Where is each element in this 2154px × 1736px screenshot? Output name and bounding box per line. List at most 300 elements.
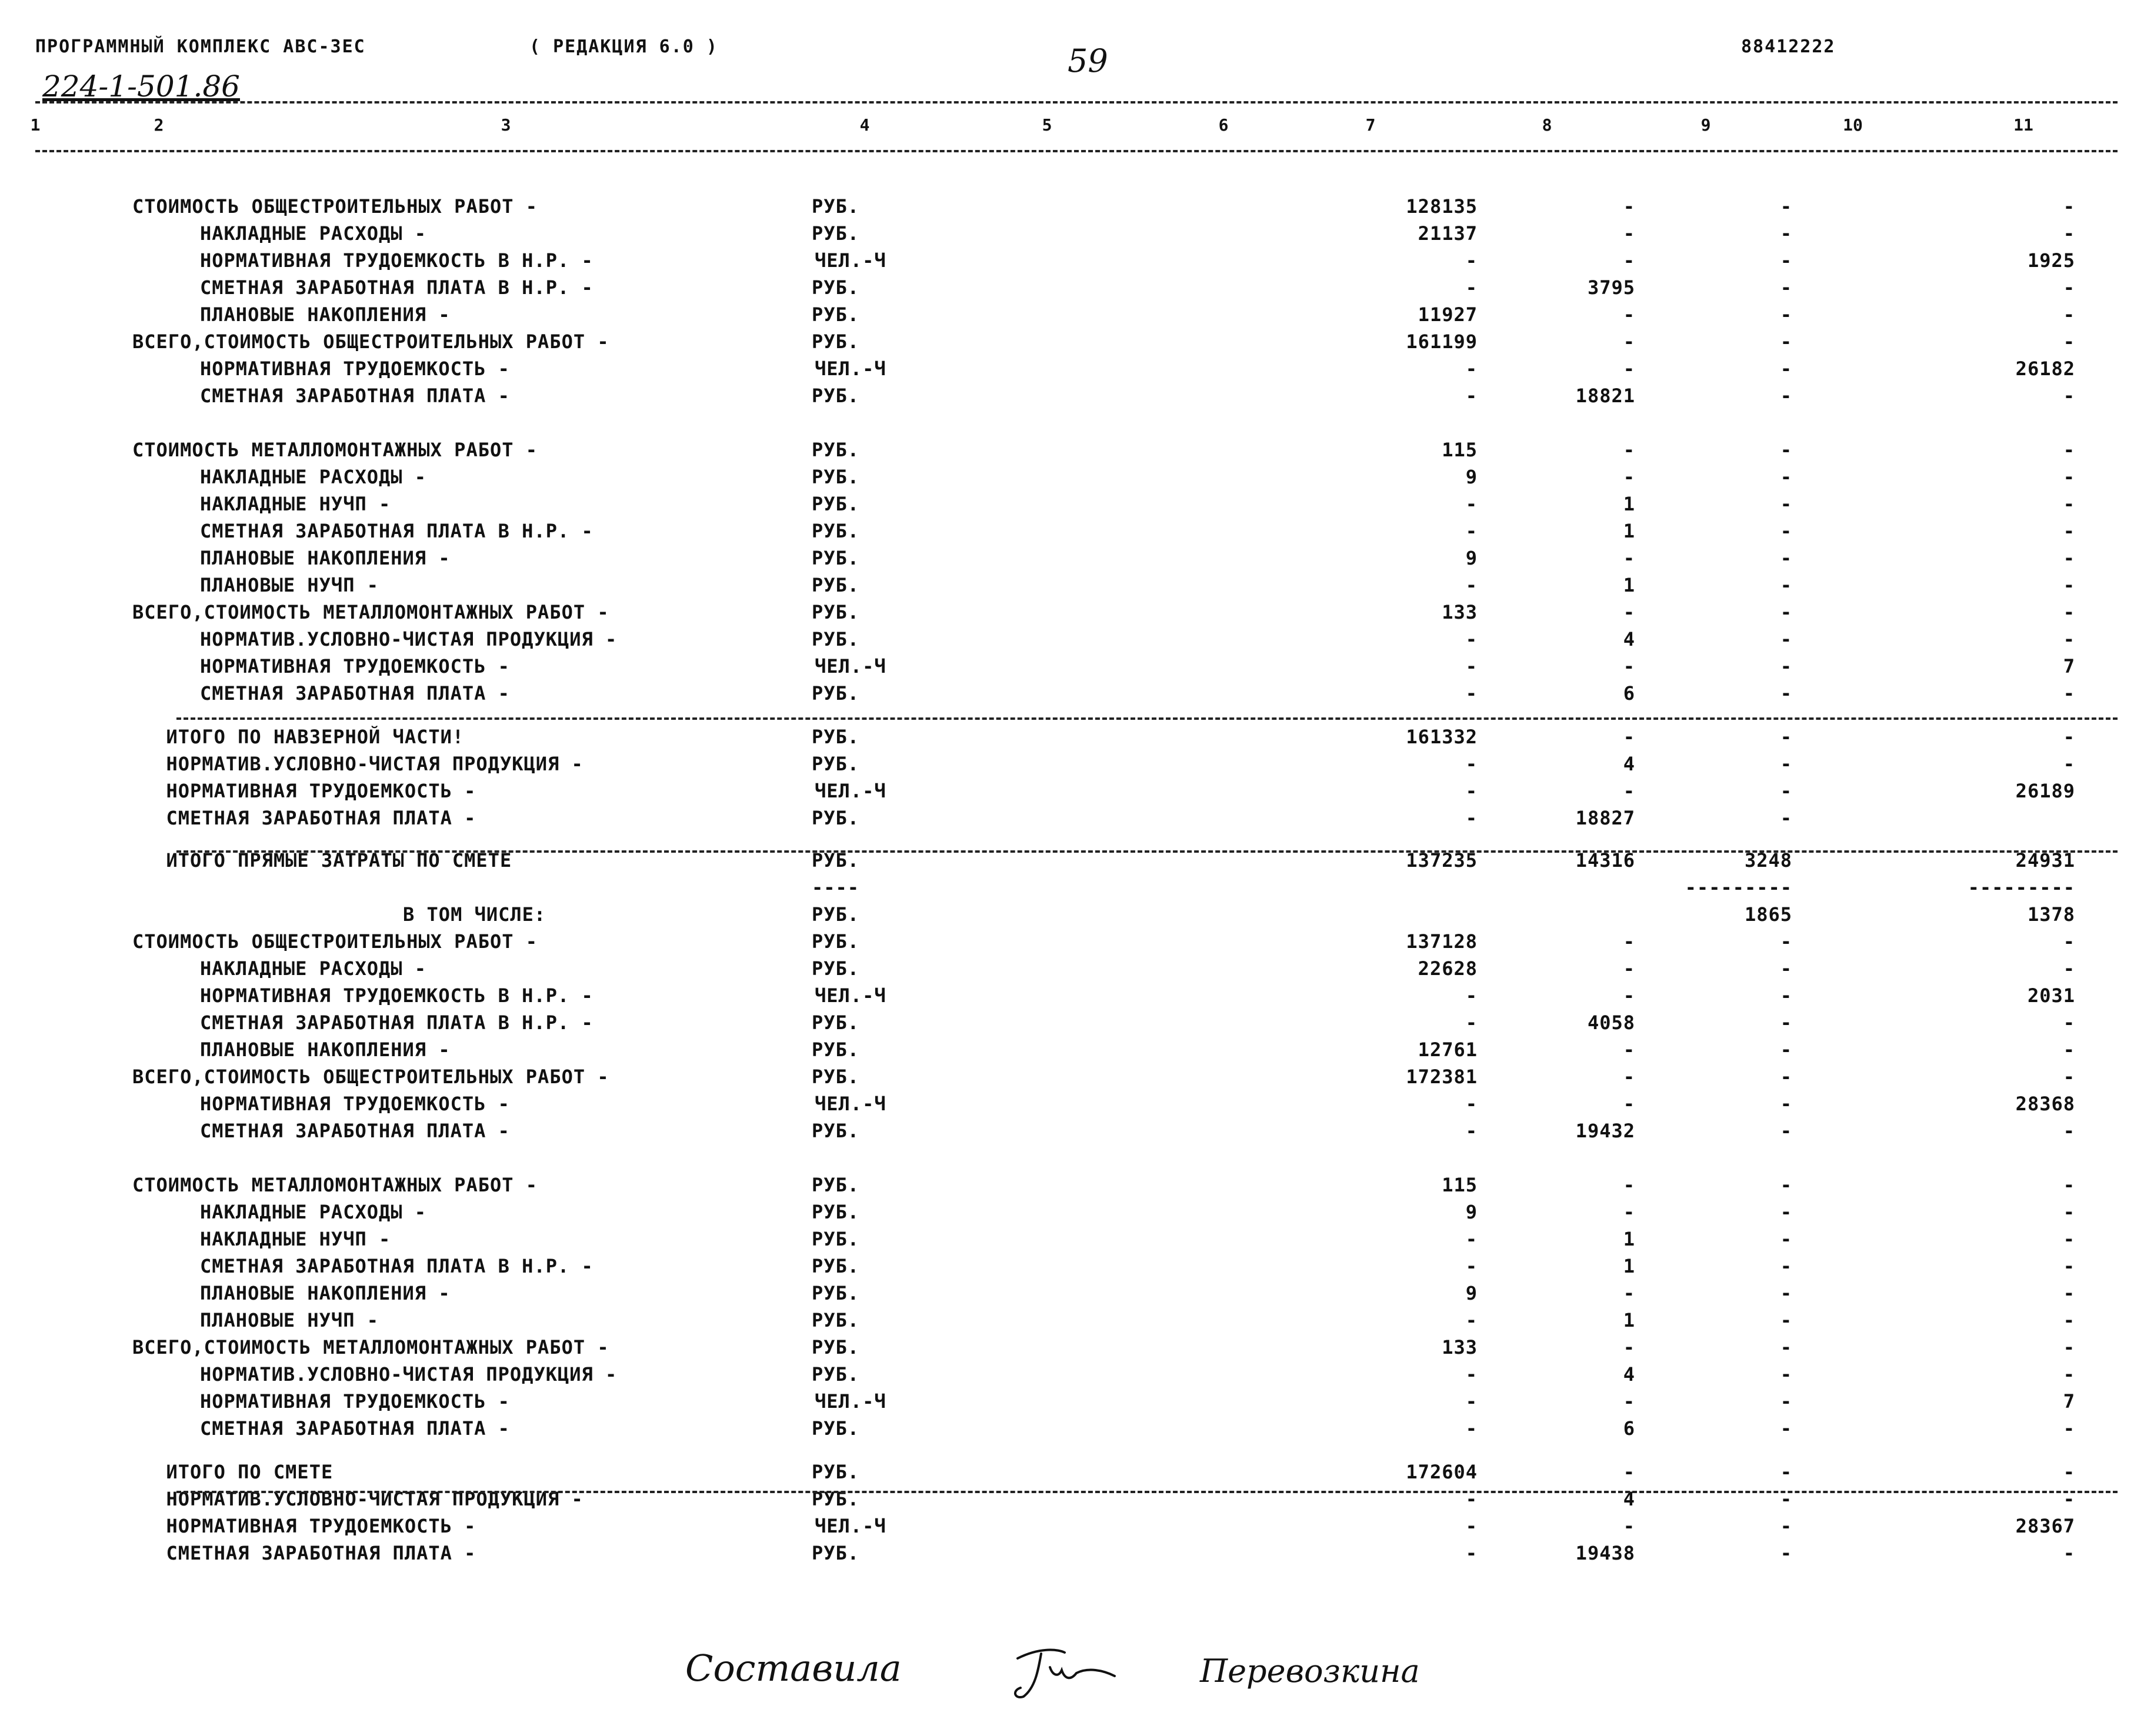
col11-value: 24931 <box>2015 849 2075 872</box>
col7-value: 9 <box>1465 1201 1478 1223</box>
col11-value: - <box>2063 1542 2075 1564</box>
col11-value: - <box>2063 1417 2075 1440</box>
row-label: НАКЛАДНЫЕ НУЧП - <box>200 1228 391 1250</box>
col11-value: - <box>2063 1011 2075 1034</box>
row-unit: РУБ. <box>812 439 860 461</box>
header-bottom-rule <box>35 150 2118 152</box>
col7-value: - <box>1465 1093 1478 1115</box>
subtotal-rule-1 <box>176 717 2118 720</box>
table-row <box>0 466 2154 493</box>
col9-value: --------- <box>1685 876 1792 899</box>
col11-value: 1378 <box>2027 903 2075 926</box>
col7-value: - <box>1465 574 1478 596</box>
row-label: ПЛАНОВЫЕ НУЧП - <box>200 1309 379 1331</box>
table-row <box>0 249 2154 276</box>
table-row <box>0 303 2154 330</box>
col8-value: - <box>1623 330 1635 353</box>
row-unit: ЧЕЛ.-Ч <box>815 655 886 677</box>
column-number-8: 8 <box>1542 115 1552 135</box>
col7-value: 137128 <box>1406 930 1478 953</box>
row-unit: РУБ. <box>812 930 860 953</box>
col7-value: - <box>1465 520 1478 542</box>
row-label: СТОИМОСТЬ МЕТАЛЛОМОНТАЖНЫХ РАБОТ - <box>132 439 538 461</box>
col11-value: - <box>2063 222 2075 245</box>
row-label: ИТОГО ПО СМЕТЕ <box>166 1461 334 1483</box>
col11-value: - <box>2063 1255 2075 1277</box>
row-unit: РУБ. <box>812 1255 860 1277</box>
col11-value: 7 <box>2063 655 2075 677</box>
col9-value: - <box>1780 493 1792 515</box>
col8-value: - <box>1623 303 1635 326</box>
table-row <box>0 1542 2154 1569</box>
row-label: НОРМАТИВ.УСЛОВНО-ЧИСТАЯ ПРОДУКЦИЯ - <box>200 628 618 650</box>
table-row <box>0 1461 2154 1488</box>
row-unit: РУБ. <box>812 222 860 245</box>
col8-value: - <box>1623 1093 1635 1115</box>
col11-value: - <box>2063 195 2075 218</box>
col11-value: - <box>2063 1488 2075 1510</box>
row-label: ПЛАНОВЫЕ НУЧП - <box>200 574 379 596</box>
col9-value: - <box>1780 807 1792 829</box>
table-row <box>0 1363 2154 1390</box>
col9-value: - <box>1780 1228 1792 1250</box>
row-unit: РУБ. <box>812 195 860 218</box>
col7-value: - <box>1465 1228 1478 1250</box>
col9-value: - <box>1780 930 1792 953</box>
signature-mark <box>1006 1641 1123 1705</box>
row-unit: ЧЕЛ.-Ч <box>815 1093 886 1115</box>
col9-value: - <box>1780 628 1792 650</box>
col7-value: - <box>1465 682 1478 705</box>
col11-value: - <box>2063 1282 2075 1304</box>
table-row <box>0 655 2154 682</box>
col9-value: - <box>1780 726 1792 748</box>
col8-value: 6 <box>1623 1417 1635 1440</box>
col9-value: - <box>1780 276 1792 299</box>
row-unit: РУБ. <box>812 276 860 299</box>
row-unit: РУБ. <box>812 1174 860 1196</box>
col9-value: - <box>1780 466 1792 488</box>
col8-value: - <box>1623 726 1635 748</box>
col8-value: - <box>1623 358 1635 380</box>
col8-value: - <box>1623 195 1635 218</box>
col9-value: - <box>1780 1336 1792 1358</box>
row-unit: ЧЕЛ.-Ч <box>815 1390 886 1413</box>
col7-value: 115 <box>1442 439 1478 461</box>
col7-value: 9 <box>1465 466 1478 488</box>
table-row <box>0 520 2154 547</box>
col11-value: 26189 <box>2015 780 2075 802</box>
column-number-3: 3 <box>501 115 511 135</box>
row-label: ПЛАНОВЫЕ НАКОПЛЕНИЯ - <box>200 1039 451 1061</box>
col8-value: 1 <box>1623 1309 1635 1331</box>
col11-value: - <box>2063 1363 2075 1386</box>
row-label: НОРМАТИВНАЯ ТРУДОЕМКОСТЬ В Н.Р. - <box>200 249 593 272</box>
col7-value: 161332 <box>1406 726 1478 748</box>
column-number-2: 2 <box>154 115 164 135</box>
table-row <box>0 547 2154 574</box>
col9-value: - <box>1780 682 1792 705</box>
col9-value: - <box>1780 439 1792 461</box>
row-unit: ЧЕЛ.-Ч <box>815 358 886 380</box>
col8-value: 1 <box>1623 493 1635 515</box>
col11-value: - <box>2063 1201 2075 1223</box>
col8-value: - <box>1623 930 1635 953</box>
row-unit: РУБ. <box>812 493 860 515</box>
row-unit: РУБ. <box>812 466 860 488</box>
col9-value: - <box>1780 1039 1792 1061</box>
col9-value: - <box>1780 1201 1792 1223</box>
col11-value: - <box>2063 1336 2075 1358</box>
row-unit: ---- <box>812 876 860 899</box>
col7-value: - <box>1465 780 1478 802</box>
table-row <box>0 222 2154 249</box>
table-row <box>0 957 2154 984</box>
row-label: НАКЛАДНЫЕ РАСХОДЫ - <box>200 466 427 488</box>
row-label: ИТОГО ПО НАВЗЕРНОЙ ЧАСТИ! <box>166 726 465 748</box>
col8-value: - <box>1623 439 1635 461</box>
col11-value: - <box>2063 957 2075 980</box>
col7-value: - <box>1465 493 1478 515</box>
table-row <box>0 726 2154 753</box>
col9-value: - <box>1780 1011 1792 1034</box>
col8-value: 6 <box>1623 682 1635 705</box>
table-row <box>0 876 2154 903</box>
row-unit: РУБ. <box>812 753 860 775</box>
col11-value: - <box>2063 1120 2075 1142</box>
table-row <box>0 780 2154 807</box>
col11-value: - <box>2063 439 2075 461</box>
row-unit: РУБ. <box>812 1461 860 1483</box>
col9-value: - <box>1780 1066 1792 1088</box>
document-code: 88412222 <box>1741 36 1836 57</box>
row-unit: РУБ. <box>812 330 860 353</box>
edition-label: ( РЕДАКЦИЯ 6.0 ) <box>529 36 718 57</box>
col8-value: - <box>1623 1039 1635 1061</box>
col7-value: - <box>1465 1255 1478 1277</box>
row-label: СМЕТНАЯ ЗАРАБОТНАЯ ПЛАТА - <box>200 385 510 407</box>
row-label: СМЕТНАЯ ЗАРАБОТНАЯ ПЛАТА - <box>200 1120 510 1142</box>
col8-value: 1 <box>1623 574 1635 596</box>
col7-value: - <box>1465 1542 1478 1564</box>
col8-value: - <box>1623 601 1635 623</box>
table-row <box>0 412 2154 439</box>
row-label: НОРМАТИВНАЯ ТРУДОЕМКОСТЬ - <box>200 1093 510 1115</box>
row-unit: РУБ. <box>812 574 860 596</box>
col9-value: - <box>1780 574 1792 596</box>
row-unit: РУБ. <box>812 1201 860 1223</box>
col11-value: - <box>2063 628 2075 650</box>
col9-value: - <box>1780 1488 1792 1510</box>
col9-value: - <box>1780 547 1792 569</box>
col11-value: - <box>2063 1228 2075 1250</box>
table-row <box>0 1174 2154 1201</box>
row-unit: ЧЕЛ.-Ч <box>815 984 886 1007</box>
col11-value: 7 <box>2063 1390 2075 1413</box>
row-label: НАКЛАДНЫЕ РАСХОДЫ - <box>200 222 427 245</box>
col9-value: 1865 <box>1744 903 1792 926</box>
table-row <box>0 1255 2154 1282</box>
row-unit: РУБ. <box>812 1542 860 1564</box>
column-number-5: 5 <box>1042 115 1052 135</box>
col7-value: - <box>1465 984 1478 1007</box>
table-row <box>0 1282 2154 1309</box>
col9-value: - <box>1780 601 1792 623</box>
col9-value: - <box>1780 1461 1792 1483</box>
col8-value: 4 <box>1623 1488 1635 1510</box>
row-label: НАКЛАДНЫЕ РАСХОДЫ - <box>200 957 427 980</box>
col7-value: - <box>1465 655 1478 677</box>
row-label: ПЛАНОВЫЕ НАКОПЛЕНИЯ - <box>200 303 451 326</box>
col7-value: - <box>1465 807 1478 829</box>
col7-value: 128135 <box>1406 195 1478 218</box>
col11-value: 28367 <box>2015 1515 2075 1537</box>
table-row <box>0 1093 2154 1120</box>
col7-value: - <box>1465 1417 1478 1440</box>
row-label: СТОИМОСТЬ МЕТАЛЛОМОНТАЖНЫХ РАБОТ - <box>132 1174 538 1196</box>
col9-value: - <box>1780 358 1792 380</box>
col9-value: - <box>1780 753 1792 775</box>
row-unit: РУБ. <box>812 601 860 623</box>
col7-value: - <box>1465 1011 1478 1034</box>
col8-value: - <box>1623 1390 1635 1413</box>
col9-value: - <box>1780 1417 1792 1440</box>
col8-value: - <box>1623 780 1635 802</box>
col11-value: 1925 <box>2027 249 2075 272</box>
row-label: ВСЕГО,СТОИМОСТЬ МЕТАЛЛОМОНТАЖНЫХ РАБОТ - <box>132 1336 609 1358</box>
row-label: СМЕТНАЯ ЗАРАБОТНАЯ ПЛАТА В Н.Р. - <box>200 520 593 542</box>
table-row <box>0 753 2154 780</box>
row-label: СТОИМОСТЬ ОБЩЕСТРОИТЕЛЬНЫХ РАБОТ - <box>132 930 538 953</box>
col7-value: - <box>1465 1309 1478 1331</box>
col7-value: 9 <box>1465 1282 1478 1304</box>
table-row <box>0 903 2154 930</box>
col8-value: - <box>1623 1515 1635 1537</box>
row-label: ВСЕГО,СТОИМОСТЬ ОБЩЕСТРОИТЕЛЬНЫХ РАБОТ - <box>132 330 609 353</box>
table-row <box>0 439 2154 466</box>
table-row <box>0 682 2154 709</box>
col11-value: - <box>2063 276 2075 299</box>
row-label: НОРМАТИВНАЯ ТРУДОЕМКОСТЬ - <box>166 780 476 802</box>
col7-value: - <box>1465 1120 1478 1142</box>
page-number: 59 <box>1068 42 1108 79</box>
row-label: СТОИМОСТЬ ОБЩЕСТРОИТЕЛЬНЫХ РАБОТ - <box>132 195 538 218</box>
composer-name: Перевозкина <box>1200 1652 1420 1690</box>
table-row <box>0 1336 2154 1363</box>
row-unit: РУБ. <box>812 903 860 926</box>
col11-value: - <box>2063 1309 2075 1331</box>
table-row <box>0 385 2154 412</box>
row-label: ВСЕГО,СТОИМОСТЬ МЕТАЛЛОМОНТАЖНЫХ РАБОТ - <box>132 601 609 623</box>
col7-value: - <box>1465 1488 1478 1510</box>
col7-value: - <box>1465 249 1478 272</box>
row-label: СМЕТНАЯ ЗАРАБОТНАЯ ПЛАТА В Н.Р. - <box>200 1255 593 1277</box>
col8-value: - <box>1623 222 1635 245</box>
col8-value: 1 <box>1623 1228 1635 1250</box>
row-label: СМЕТНАЯ ЗАРАБОТНАЯ ПЛАТА - <box>200 1417 510 1440</box>
col7-value: - <box>1465 385 1478 407</box>
col11-value: - <box>2063 930 2075 953</box>
row-unit: РУБ. <box>812 1282 860 1304</box>
col11-value: - <box>2063 466 2075 488</box>
row-unit: РУБ. <box>812 547 860 569</box>
col7-value: 137235 <box>1406 849 1478 872</box>
col8-value: - <box>1623 1282 1635 1304</box>
col11-value: - <box>2063 547 2075 569</box>
col7-value: - <box>1465 753 1478 775</box>
col8-value: - <box>1623 1174 1635 1196</box>
table-row <box>0 628 2154 655</box>
col11-value: - <box>2063 574 2075 596</box>
row-label: СМЕТНАЯ ЗАРАБОТНАЯ ПЛАТА В Н.Р. - <box>200 276 593 299</box>
row-unit: РУБ. <box>812 1011 860 1034</box>
col11-value: - <box>2063 520 2075 542</box>
col8-value: 4 <box>1623 1363 1635 1386</box>
col9-value: - <box>1780 1093 1792 1115</box>
row-label: СМЕТНАЯ ЗАРАБОТНАЯ ПЛАТА В Н.Р. - <box>200 1011 593 1034</box>
table-row <box>0 930 2154 957</box>
col8-value: 18821 <box>1575 385 1635 407</box>
table-row <box>0 493 2154 520</box>
col9-value: - <box>1780 1390 1792 1413</box>
column-number-10: 10 <box>1843 115 1863 135</box>
col11-value: --------- <box>1968 876 2075 899</box>
col9-value: - <box>1780 1309 1792 1331</box>
table-row <box>0 1120 2154 1147</box>
table-row <box>0 1309 2154 1336</box>
col7-value: 133 <box>1442 601 1478 623</box>
row-unit: РУБ. <box>812 520 860 542</box>
col9-value: - <box>1780 195 1792 218</box>
table-row <box>0 984 2154 1011</box>
col11-value: - <box>2063 1461 2075 1483</box>
col11-value: - <box>2063 493 2075 515</box>
col7-value: 133 <box>1442 1336 1478 1358</box>
column-number-7: 7 <box>1365 115 1376 135</box>
col9-value: - <box>1780 249 1792 272</box>
row-unit: РУБ. <box>812 682 860 705</box>
row-unit: РУБ. <box>812 1039 860 1061</box>
col11-value: 26182 <box>2015 358 2075 380</box>
col8-value: 1 <box>1623 1255 1635 1277</box>
table-row <box>0 1228 2154 1255</box>
col8-value: 1 <box>1623 520 1635 542</box>
row-unit: РУБ. <box>812 726 860 748</box>
row-unit: РУБ. <box>812 1066 860 1088</box>
col7-value: 115 <box>1442 1174 1478 1196</box>
row-label: В ТОМ ЧИСЛЕ: <box>403 903 546 926</box>
col8-value: 4058 <box>1587 1011 1635 1034</box>
row-unit: РУБ. <box>812 628 860 650</box>
col9-value: - <box>1780 1174 1792 1196</box>
col11-value: - <box>2063 330 2075 353</box>
row-label: СМЕТНАЯ ЗАРАБОТНАЯ ПЛАТА - <box>200 682 510 705</box>
col8-value: - <box>1623 984 1635 1007</box>
col7-value: - <box>1465 276 1478 299</box>
col11-value: - <box>2063 726 2075 748</box>
col11-value: 28368 <box>2015 1093 2075 1115</box>
col8-value: - <box>1623 466 1635 488</box>
column-number-6: 6 <box>1218 115 1229 135</box>
table-row <box>0 849 2154 876</box>
row-label: ПЛАНОВЫЕ НАКОПЛЕНИЯ - <box>200 1282 451 1304</box>
composed-by-label: Составила <box>685 1647 902 1690</box>
col9-value: 3248 <box>1744 849 1792 872</box>
col11-value: - <box>2063 385 2075 407</box>
subtotal-rule-3 <box>176 1491 2118 1493</box>
program-title: ПРОГРАММНЫЙ КОМПЛЕКС АВС-3ЕС <box>35 36 366 57</box>
col7-value: - <box>1465 1363 1478 1386</box>
row-unit: ЧЕЛ.-Ч <box>815 1515 886 1537</box>
table-row <box>0 1201 2154 1228</box>
table-row <box>0 1066 2154 1093</box>
row-unit: РУБ. <box>812 1336 860 1358</box>
row-label: НОРМАТИВ.УСЛОВНО-ЧИСТАЯ ПРОДУКЦИЯ - <box>200 1363 618 1386</box>
col7-value: - <box>1465 1515 1478 1537</box>
col9-value: - <box>1780 222 1792 245</box>
row-unit: РУБ. <box>812 1309 860 1331</box>
col11-value: - <box>2063 753 2075 775</box>
table-row <box>0 574 2154 601</box>
col11-value: 2031 <box>2027 984 2075 1007</box>
row-label: НОРМАТИВНАЯ ТРУДОЕМКОСТЬ - <box>200 655 510 677</box>
header-top-rule <box>35 101 2118 104</box>
table-row <box>0 330 2154 358</box>
row-unit: РУБ. <box>812 303 860 326</box>
col8-value: - <box>1623 1066 1635 1088</box>
column-number-9: 9 <box>1700 115 1711 135</box>
col7-value: - <box>1465 1390 1478 1413</box>
row-unit: РУБ. <box>812 1417 860 1440</box>
col8-value: 3795 <box>1587 276 1635 299</box>
row-unit: РУБ. <box>812 1228 860 1250</box>
col8-value: - <box>1623 1461 1635 1483</box>
col7-value: - <box>1465 628 1478 650</box>
row-unit: РУБ. <box>812 1488 860 1510</box>
subtotal-rule-2 <box>176 850 2118 853</box>
row-label: НОРМАТИВ.УСЛОВНО-ЧИСТАЯ ПРОДУКЦИЯ - <box>166 1488 583 1510</box>
row-label: СМЕТНАЯ ЗАРАБОТНАЯ ПЛАТА - <box>166 807 476 829</box>
row-label: НОРМАТИВ.УСЛОВНО-ЧИСТАЯ ПРОДУКЦИЯ - <box>166 753 583 775</box>
row-label: НОРМАТИВНАЯ ТРУДОЕМКОСТЬ - <box>200 1390 510 1413</box>
row-unit: РУБ. <box>812 1120 860 1142</box>
col9-value: - <box>1780 1282 1792 1304</box>
table-row <box>0 195 2154 222</box>
col9-value: - <box>1780 330 1792 353</box>
table-row <box>0 601 2154 628</box>
col8-value: 19438 <box>1575 1542 1635 1564</box>
col8-value: - <box>1623 547 1635 569</box>
row-label: СМЕТНАЯ ЗАРАБОТНАЯ ПЛАТА - <box>166 1542 476 1564</box>
col7-value: 22628 <box>1418 957 1478 980</box>
table-row <box>0 1011 2154 1039</box>
project-code: 224-1-501.86 <box>42 69 240 104</box>
table-row <box>0 1147 2154 1174</box>
col8-value: 14316 <box>1575 849 1635 872</box>
column-number-1: 1 <box>30 115 41 135</box>
row-label: НОРМАТИВНАЯ ТРУДОЕМКОСТЬ В Н.Р. - <box>200 984 593 1007</box>
row-unit: ЧЕЛ.-Ч <box>815 780 886 802</box>
row-label: НОРМАТИВНАЯ ТРУДОЕМКОСТЬ - <box>166 1515 476 1537</box>
col8-value: - <box>1623 1336 1635 1358</box>
row-unit: РУБ. <box>812 1363 860 1386</box>
row-unit: РУБ. <box>812 957 860 980</box>
col11-value: - <box>2063 303 2075 326</box>
col9-value: - <box>1780 957 1792 980</box>
table-row <box>0 276 2154 303</box>
col11-value: - <box>2063 601 2075 623</box>
col9-value: - <box>1780 303 1792 326</box>
